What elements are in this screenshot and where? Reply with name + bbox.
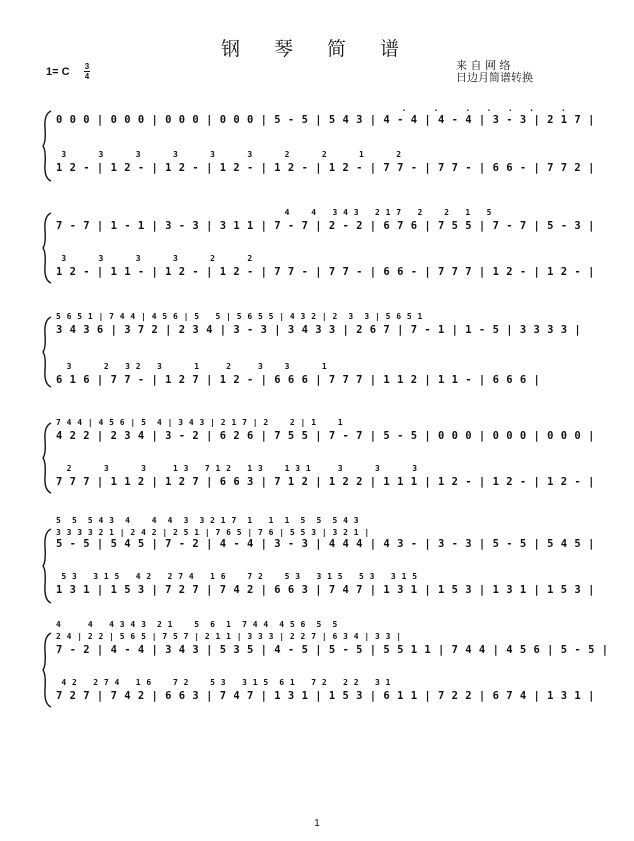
bass-line: 1 3 1 | 1 5 3 | 7 2 7 | 7 4 2 | 6 6 3 | 7 4 7 | 1 3 1 | 1 5 3 | 1 3 1 | 1 5 3 | (56, 584, 595, 596)
bass-line: 7 2 7 | 7 4 2 | 6 6 3 | 7 4 7 | 1 3 1 | 1 5 3 | 6 1 1 | 7 2 2 | 6 7 4 | 1 3 1 | (56, 690, 595, 702)
page-number: 1 (314, 818, 320, 829)
meter-top: 3 (84, 62, 90, 71)
source-line-2: 日边月简谱转换 (456, 71, 533, 84)
bass-upper-notes: 3 3 3 3 2 2 (56, 254, 253, 263)
upper-chord-notes: 7 4 4 | 4 5 6 | 5 4 | 3 4 3 | 2 1 7 | 2 2 | 1 1 (56, 418, 344, 427)
score-system-6 (42, 618, 609, 710)
meter-bottom: 4 (84, 72, 90, 81)
brace-icon (42, 110, 52, 182)
upper-octave-dots: . . . . . . . (56, 104, 567, 113)
treble-line: 4 2 2 | 2 3 4 | 3 - 2 | 6 2 6 | 7 5 5 | 7 - 7 | 5 - 5 | 0 0 0 | 0 0 0 | 0 0 0 | (56, 430, 595, 442)
score-system-4 (42, 416, 595, 498)
source-line-1: 来 自 网 络 (456, 59, 511, 72)
time-signature (84, 62, 90, 81)
bass-line: 6 1 6 | 7 7 - | 1 2 7 | 1 2 - | 6 6 6 | 7 7 7 | 1 1 2 | 1 1 - | 6 6 6 | (56, 374, 541, 386)
upper-chord-notes: 5 5 5 4 3 4 4 4 3 3 2 1 7 1 1 1 5 5 5 4 3 (56, 516, 360, 525)
bass-upper-notes: 3 2 3 2 3 1 2 3 3 1 (56, 362, 328, 371)
treble-line: 7 - 2 | 4 - 4 | 3 4 3 | 5 3 5 | 4 - 5 | 5 - 5 | 5 5 1 1 | 7 4 4 | 4 5 6 | 5 - 5 | (56, 644, 609, 656)
upper-chord-notes: 5 6 5 1 | 7 4 4 | 4 5 6 | 5 5 | 5 6 5 5 | 4 3 2 | 2 3 3 | 5 6 5 1 (56, 312, 423, 321)
score-system-1 (42, 104, 595, 186)
treble-middle-notes: 2 4 | 2 2 | 5 6 5 | 7 5 7 | 2 1 1 | 3 3 3 | 2 2 7 | 6 3 4 | 3 3 | (56, 632, 402, 641)
brace-icon (42, 632, 52, 708)
treble-line: 5 - 5 | 5 4 5 | 7 - 2 | 4 - 4 | 3 - 3 | 4 4 4 | 4 3 - | 3 - 3 | 5 - 5 | 5 4 5 | (56, 538, 595, 550)
brace-icon (42, 212, 52, 284)
key-signature: 1= C (46, 66, 70, 78)
score-system-3 (42, 310, 582, 392)
brace-icon (42, 528, 52, 604)
source-note (456, 60, 533, 84)
bass-line: 7 7 7 | 1 1 2 | 1 2 7 | 6 6 3 | 7 1 2 | 1 2 2 | 1 1 1 | 1 2 - | 1 2 - | 1 2 - | (56, 476, 595, 488)
bass-line: 1 2 - | 1 2 - | 1 2 - | 1 2 - | 1 2 - | 1 2 - | 7 7 - | 7 7 - | 6 6 - | 7 7 2 | (56, 162, 595, 174)
score-system-2 (42, 206, 595, 288)
brace-icon (42, 422, 52, 494)
score-title: 钢 琴 简 谱 (220, 38, 414, 60)
treble-middle-notes: 3 3 3 3 2 1 | 2 4 2 | 2 5 1 | 7 6 5 | 7 6 | 5 5 3 | 3 2 1 | (56, 528, 370, 537)
upper-chord-notes: 4 4 3 4 3 2 1 7 2 2 1 5 (56, 208, 492, 217)
brace-icon (42, 316, 52, 388)
treble-line: 3 4 3 6 | 3 7 2 | 2 3 4 | 3 - 3 | 3 4 3 3 | 2 6 7 | 7 - 1 | 1 - 5 | 3 3 3 3 | (56, 324, 582, 336)
score-system-5 (42, 514, 595, 606)
bass-upper-notes: 5 3 3 1 5 4 2 2 7 4 1 6 7 2 5 3 3 1 5 5 3 3 1 5 (56, 572, 418, 581)
treble-line: 0 0 0 | 0 0 0 | 0 0 0 | 0 0 0 | 5 - 5 | 5 4 3 | 4 - 4 | 4 - 4 | 3 - 3 | 2 1 7 | (56, 114, 595, 126)
upper-chord-notes: 4 4 4 3 4 3 2 1 5 6 1 7 4 4 4 5 6 5 5 (56, 620, 338, 629)
bass-upper-notes: 2 3 3 1 3 7 1 2 1 3 1 3 1 3 3 3 (56, 464, 418, 473)
bass-upper-notes: 4 2 2 7 4 1 6 7 2 5 3 3 1 5 6 1 7 2 2 2 3 1 (56, 678, 391, 687)
treble-line: 7 - 7 | 1 - 1 | 3 - 3 | 3 1 1 | 7 - 7 | 2 - 2 | 6 7 6 | 7 5 5 | 7 - 7 | 5 - 3 | (56, 220, 595, 232)
bass-line: 1 2 - | 1 1 - | 1 2 - | 1 2 - | 7 7 - | 7 7 - | 6 6 - | 7 7 7 | 1 2 - | 1 2 - | (56, 266, 595, 278)
bass-upper-notes: 3 3 3 3 3 3 2 2 1 2 (56, 150, 402, 159)
